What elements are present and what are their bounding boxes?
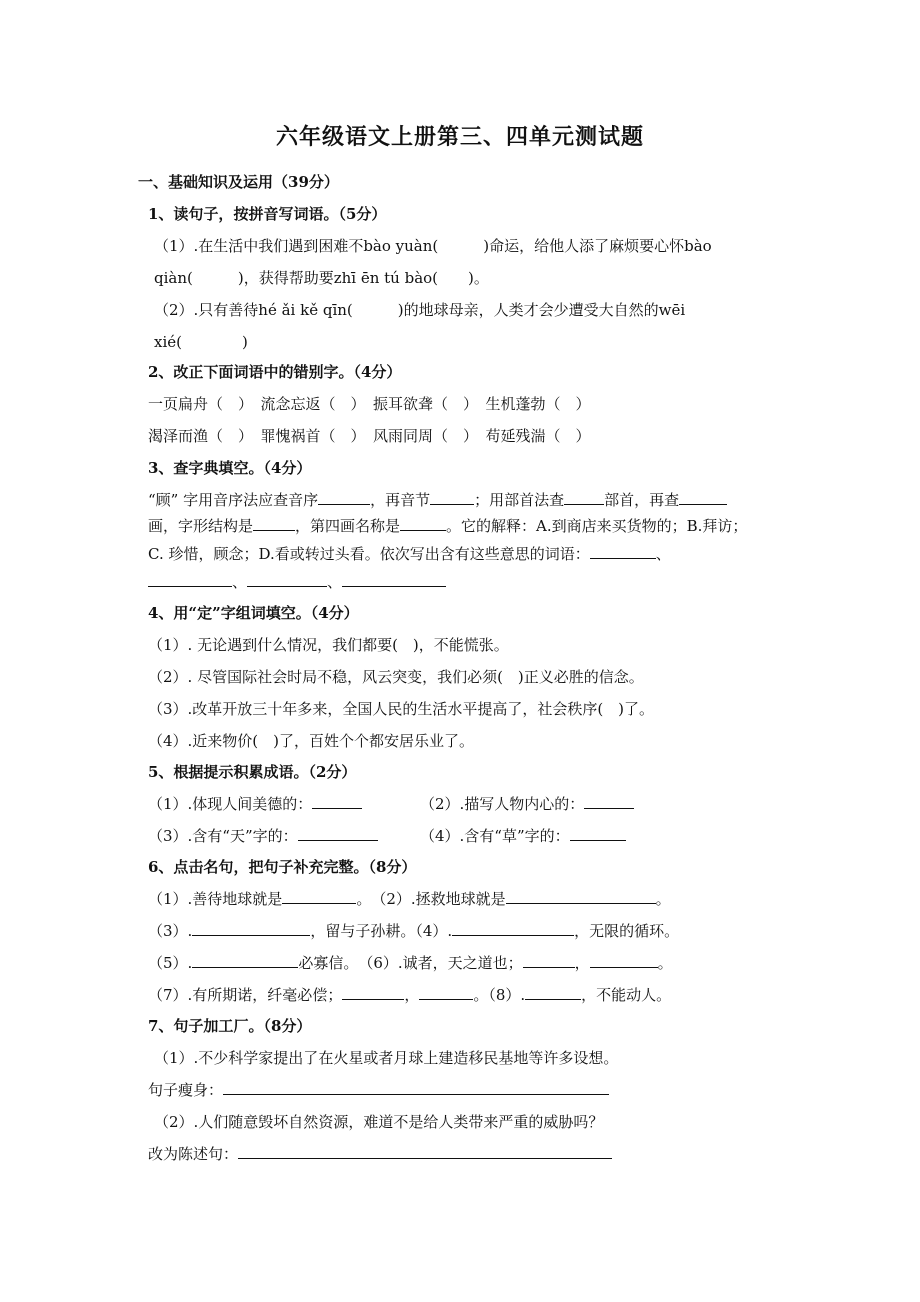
answer-blank[interactable]: [342, 572, 446, 587]
question-1-line: qiàn( )，获得帮助要zhī ēn tú bào( )。: [154, 269, 489, 287]
question-2-line: 渴泽而渔（ ） 罪愧祸首（ ） 风雨同周（ ） 苟延残湍（ ）: [148, 427, 591, 445]
page-title: 六年级语文上册第三、四单元测试题: [275, 124, 644, 150]
answer-blank[interactable]: [247, 572, 327, 587]
q3-text: 部首，再查: [604, 491, 680, 509]
answer-blank[interactable]: [584, 794, 634, 809]
q6-text: 。（8）.: [473, 986, 526, 1004]
answer-blank[interactable]: [400, 516, 446, 531]
question-3-line: [148, 572, 446, 592]
answer-line[interactable]: [238, 1144, 612, 1159]
q7-label: 句子瘦身：: [148, 1081, 224, 1099]
answer-blank[interactable]: [192, 953, 298, 968]
q3-text: C. 珍惜，顾念；D.看或转过头看。依次写出含有这些意思的词语：: [148, 545, 590, 563]
answer-blank[interactable]: [298, 826, 378, 841]
q5-text: （4）.含有“草”字的：: [420, 827, 570, 845]
separator: 、: [232, 573, 248, 591]
question-4-line: （2）. 尽管国际社会时局不稳，风云突变，我们必须( )正义必胜的信念。: [148, 668, 644, 686]
q3-text: “顾” 字用音序法应查音序: [148, 491, 319, 509]
q6-text: ，留与子孙耕。（4）.: [310, 922, 453, 940]
question-5-line: [420, 826, 626, 846]
question-3-line: [148, 544, 671, 564]
separator: 、: [327, 573, 343, 591]
answer-blank[interactable]: [570, 826, 626, 841]
q6-text: （7）.有所期诺，纤毫必偿；: [148, 986, 343, 1004]
section-heading: 一、基础知识及运用（39分）: [138, 173, 339, 191]
q7-label: 改为陈述句：: [148, 1145, 239, 1163]
question-1-line: （2）.只有善待hé ǎi kě qīn( )的地球母亲，人类才会少遭受大自然的wēi: [154, 301, 686, 319]
question-7-line: [148, 1144, 612, 1164]
question-1-line: （1）.在生活中我们遇到困难不bào yuàn( )命运，给他人添了麻烦要心怀bào: [154, 237, 712, 255]
question-6-line: [148, 921, 679, 941]
q3-text: ；用部首法查: [474, 491, 565, 509]
answer-line[interactable]: [223, 1080, 609, 1095]
q6-text: （5）.: [148, 954, 193, 972]
answer-blank[interactable]: [318, 490, 370, 505]
q6-text: ，: [404, 986, 420, 1004]
question-1-heading: 1、读句子，按拼音写词语。（5分）: [148, 205, 387, 223]
answer-blank[interactable]: [312, 794, 362, 809]
q3-text: 。它的解释：A.到商店来买货物的；B.拜访；: [446, 517, 748, 535]
question-3-line: [148, 516, 747, 536]
question-4-line: （4）.近来物价( )了，百姓个个都安居乐业了。: [148, 732, 475, 750]
question-7-line: （2）.人们随意毁坏自然资源，难道不是给人类带来严重的威胁吗？: [154, 1113, 604, 1131]
q3-text: 画，字形结构是: [148, 517, 254, 535]
answer-blank[interactable]: [590, 544, 656, 559]
q5-text: （3）.含有“天”字的：: [148, 827, 298, 845]
question-2-line: 一页扁舟（ ） 流念忘返（ ） 振耳欲聋（ ） 生机蓬勃（ ）: [148, 395, 591, 413]
answer-blank[interactable]: [430, 490, 474, 505]
answer-blank[interactable]: [282, 889, 356, 904]
answer-blank[interactable]: [148, 572, 232, 587]
answer-blank[interactable]: [452, 921, 574, 936]
q3-text: ，第四画名称是: [295, 517, 401, 535]
q6-text: 。: [657, 954, 673, 972]
q5-text: （2）.描写人物内心的：: [420, 795, 585, 813]
q6-text: 。: [655, 890, 671, 908]
q6-text: 必寡信。 （6）.诚者，天之道也；: [298, 954, 523, 972]
answer-blank[interactable]: [679, 490, 727, 505]
question-5-heading: 5、根据提示积累成语。（2分）: [148, 763, 357, 781]
q3-text: 、: [655, 545, 671, 563]
question-4-heading: 4、用“定”字组词填空。（4分）: [148, 604, 359, 622]
question-7-line: （1）.不少科学家提出了在火星或者月球上建造移民基地等许多设想。: [154, 1049, 619, 1067]
q3-text: ，再音节: [370, 491, 431, 509]
question-5-line: [148, 826, 378, 846]
answer-blank[interactable]: [564, 490, 604, 505]
q5-text: （1）.体现人间美德的：: [148, 795, 313, 813]
answer-blank[interactable]: [419, 985, 473, 1000]
answer-blank[interactable]: [506, 889, 656, 904]
question-5-line: [420, 794, 634, 814]
question-1-line: xié( ): [154, 333, 248, 351]
question-7-heading: 7、句子加工厂。（8分）: [148, 1017, 312, 1035]
answer-blank[interactable]: [192, 921, 310, 936]
q6-text: 。 （2）.拯救地球就是: [356, 890, 506, 908]
answer-blank[interactable]: [342, 985, 404, 1000]
q6-text: ，无限的循环。: [574, 922, 680, 940]
question-6-line: [148, 953, 673, 973]
q6-text: （3）.: [148, 922, 193, 940]
q6-text: ，不能动人。: [581, 986, 672, 1004]
answer-blank[interactable]: [525, 985, 581, 1000]
answer-blank[interactable]: [590, 953, 658, 968]
question-4-line: （3）.改革开放三十年多来，全国人民的生活水平提高了，社会秩序( )了。: [148, 700, 655, 718]
question-4-line: （1）. 无论遇到什么情况，我们都要( )，不能慌张。: [148, 636, 509, 654]
question-2-heading: 2、改正下面词语中的错别字。（4分）: [148, 363, 402, 381]
question-3-line: [148, 490, 727, 510]
q6-text: （1）.善待地球就是: [148, 890, 283, 908]
question-6-heading: 6、点击名句，把句子补充完整。（8分）: [148, 858, 417, 876]
answer-blank[interactable]: [523, 953, 575, 968]
answer-blank[interactable]: [253, 516, 295, 531]
question-6-line: [148, 985, 671, 1005]
question-7-line: [148, 1080, 609, 1100]
question-6-line: [148, 889, 671, 909]
question-5-line: [148, 794, 362, 814]
question-3-heading: 3、查字典填空。（4分）: [148, 459, 312, 477]
q6-text: ，: [574, 954, 590, 972]
